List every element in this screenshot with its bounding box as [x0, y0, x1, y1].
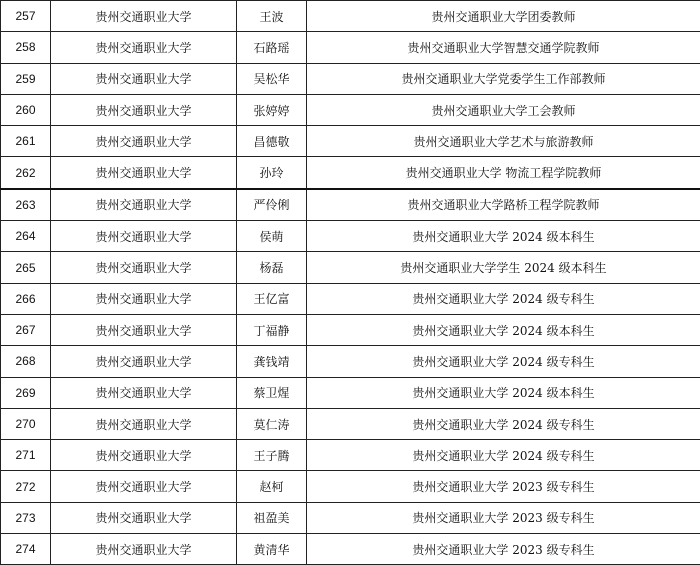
role-cell: 贵州交通职业大学路桥工程学院教师 [307, 189, 700, 221]
name-cell: 祖盈美 [237, 502, 307, 533]
school-cell: 贵州交通职业大学 [51, 377, 237, 408]
row-number-cell: 270 [1, 408, 51, 439]
role-cell: 贵州交通职业大学 2024 级专科生 [307, 346, 700, 377]
table-row [1, 1, 700, 32]
row-number-cell: 268 [1, 346, 51, 377]
row-number-cell: 259 [1, 63, 51, 94]
table-row [1, 471, 700, 502]
name-cell: 杨磊 [237, 252, 307, 283]
row-number-cell: 272 [1, 471, 51, 502]
name-cell: 王亿富 [237, 283, 307, 314]
row-number-cell: 263 [1, 189, 51, 221]
table-row [1, 32, 700, 63]
role-cell: 贵州交通职业大学 2024 级专科生 [307, 283, 700, 314]
table-row [1, 63, 700, 94]
row-number-cell: 273 [1, 502, 51, 533]
name-cell: 丁福静 [237, 314, 307, 345]
school-cell: 贵州交通职业大学 [51, 408, 237, 439]
name-cell: 赵柯 [237, 471, 307, 502]
name-cell: 黄清华 [237, 534, 307, 565]
table-row [1, 314, 700, 345]
table-row [1, 94, 700, 125]
table-body [1, 1, 700, 565]
table-row [1, 502, 700, 533]
role-cell: 贵州交通职业大学团委教师 [307, 1, 700, 32]
table-row [1, 534, 700, 565]
row-number-cell: 269 [1, 377, 51, 408]
school-cell: 贵州交通职业大学 [51, 252, 237, 283]
name-cell: 石路瑶 [237, 32, 307, 63]
school-cell: 贵州交通职业大学 [51, 346, 237, 377]
role-cell: 贵州交通职业大学 2024 级专科生 [307, 440, 700, 471]
name-cell: 张婷婷 [237, 94, 307, 125]
row-number-cell: 265 [1, 252, 51, 283]
school-cell: 贵州交通职业大学 [51, 471, 237, 502]
role-cell: 贵州交通职业大学学生 2024 级本科生 [307, 252, 700, 283]
role-cell: 贵州交通职业大学艺术与旅游教师 [307, 126, 700, 157]
role-cell: 贵州交通职业大学党委学生工作部教师 [307, 63, 700, 94]
school-cell: 贵州交通职业大学 [51, 221, 237, 252]
school-cell: 贵州交通职业大学 [51, 126, 237, 157]
school-cell: 贵州交通职业大学 [51, 1, 237, 32]
role-cell: 贵州交通职业大学工会教师 [307, 94, 700, 125]
school-cell: 贵州交通职业大学 [51, 534, 237, 565]
row-number-cell: 271 [1, 440, 51, 471]
role-cell: 贵州交通职业大学 2023 级专科生 [307, 534, 700, 565]
row-number-cell: 260 [1, 94, 51, 125]
table-row [1, 252, 700, 283]
role-cell: 贵州交通职业大学 2023 级专科生 [307, 471, 700, 502]
row-number-cell: 264 [1, 221, 51, 252]
school-cell: 贵州交通职业大学 [51, 189, 237, 221]
table-row [1, 283, 700, 314]
row-number-cell: 266 [1, 283, 51, 314]
row-number-cell: 261 [1, 126, 51, 157]
table-row [1, 377, 700, 408]
name-cell: 王波 [237, 1, 307, 32]
role-cell: 贵州交通职业大学 2024 级专科生 [307, 408, 700, 439]
name-cell: 龚钱靖 [237, 346, 307, 377]
table-row [1, 346, 700, 377]
name-cell: 严伶俐 [237, 189, 307, 221]
name-cell: 昌德敬 [237, 126, 307, 157]
school-cell: 贵州交通职业大学 [51, 502, 237, 533]
school-cell: 贵州交通职业大学 [51, 440, 237, 471]
school-cell: 贵州交通职业大学 [51, 283, 237, 314]
table-row [1, 408, 700, 439]
row-number-cell: 274 [1, 534, 51, 565]
row-number-cell: 257 [1, 1, 51, 32]
school-cell: 贵州交通职业大学 [51, 157, 237, 189]
school-cell: 贵州交通职业大学 [51, 314, 237, 345]
name-cell: 王子腾 [237, 440, 307, 471]
role-cell: 贵州交通职业大学 2024 级本科生 [307, 377, 700, 408]
name-cell: 孙玲 [237, 157, 307, 189]
table-row [1, 126, 700, 157]
name-cell: 吴松华 [237, 63, 307, 94]
name-cell: 蔡卫煋 [237, 377, 307, 408]
role-cell: 贵州交通职业大学智慧交通学院教师 [307, 32, 700, 63]
school-cell: 贵州交通职业大学 [51, 94, 237, 125]
school-cell: 贵州交通职业大学 [51, 63, 237, 94]
role-cell: 贵州交通职业大学 2023 级专科生 [307, 502, 700, 533]
row-number-cell: 262 [1, 157, 51, 189]
role-cell: 贵州交通职业大学 2024 级本科生 [307, 221, 700, 252]
name-cell: 莫仁涛 [237, 408, 307, 439]
row-number-cell: 267 [1, 314, 51, 345]
table-row [1, 189, 700, 221]
role-cell: 贵州交通职业大学 2024 级本科生 [307, 314, 700, 345]
table-row [1, 440, 700, 471]
role-cell: 贵州交通职业大学 物流工程学院教师 [307, 157, 700, 189]
name-cell: 侯萌 [237, 221, 307, 252]
row-number-cell: 258 [1, 32, 51, 63]
table-row [1, 221, 700, 252]
table-row [1, 157, 700, 189]
school-cell: 贵州交通职业大学 [51, 32, 237, 63]
